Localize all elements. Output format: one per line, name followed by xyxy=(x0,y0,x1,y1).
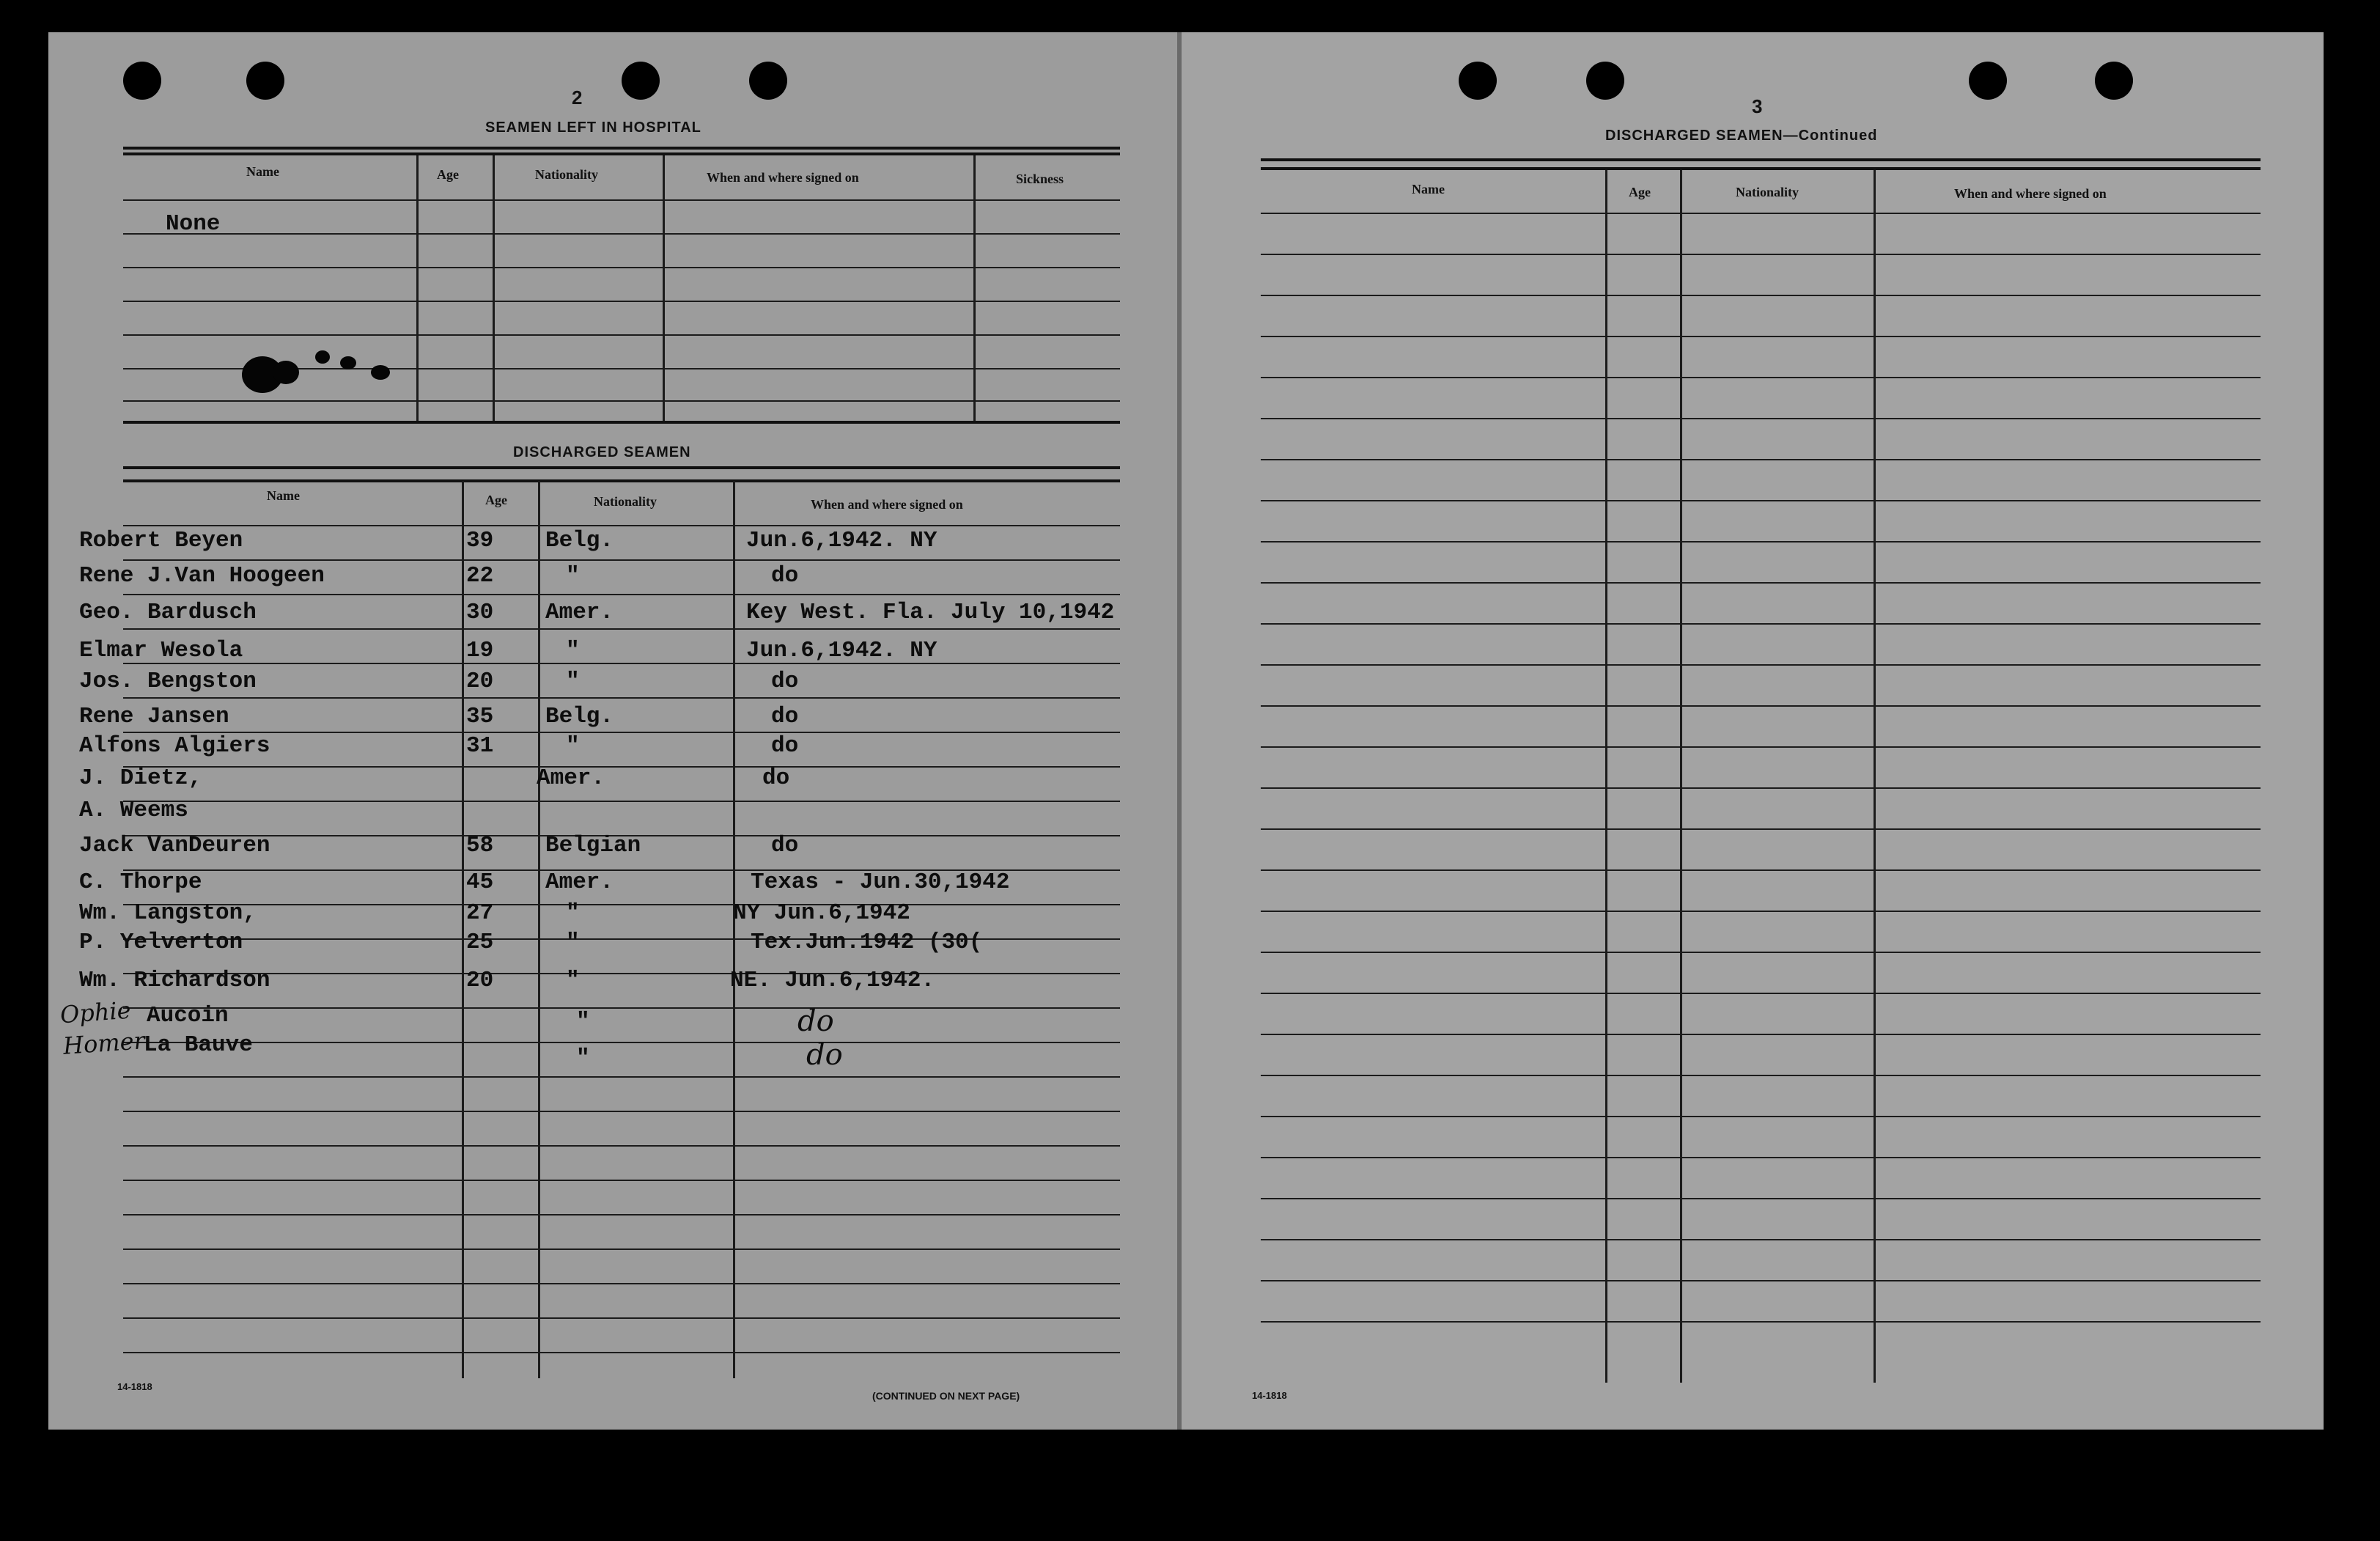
table-rule xyxy=(1261,336,2261,337)
table-rule xyxy=(1261,418,2261,419)
seaman-name: La Bauve xyxy=(144,1032,253,1058)
seaman-name: Elmar Wesola xyxy=(79,638,243,663)
table-rule xyxy=(123,479,1120,482)
seaman-age: 20 xyxy=(466,669,494,694)
column-header: When and where signed on xyxy=(811,497,963,512)
handwritten-first-name: Ophie xyxy=(59,996,132,1029)
seaman-signed-on: NE. Jun.6,1942. xyxy=(730,968,935,993)
table-rule xyxy=(1261,664,2261,666)
column-header: Age xyxy=(1629,185,1651,199)
seaman-age: 30 xyxy=(466,600,494,625)
page-number: 2 xyxy=(572,87,583,109)
table-rule xyxy=(1261,213,2261,214)
table-rule xyxy=(123,1007,1120,1009)
seaman-age: 31 xyxy=(466,733,494,759)
seaman-name: J. Dietz, xyxy=(79,765,202,791)
table-rule xyxy=(1261,787,2261,789)
column-rule xyxy=(416,155,419,421)
seaman-nationality: " xyxy=(566,733,580,759)
table-rule xyxy=(123,147,1120,150)
column-header: Name xyxy=(267,488,300,503)
table-rule xyxy=(123,466,1120,469)
table-rule xyxy=(1261,952,2261,953)
form-code: 14-1818 xyxy=(117,1381,152,1392)
table-rule xyxy=(1261,993,2261,994)
seaman-age: 22 xyxy=(466,563,494,589)
seaman-signed-on: do xyxy=(771,733,799,759)
punch-hole xyxy=(246,62,284,100)
punch-hole xyxy=(1459,62,1497,100)
hospital-section-title: SEAMEN LEFT IN HOSPITAL xyxy=(485,119,701,136)
table-rule xyxy=(123,1145,1120,1147)
seaman-nationality: " xyxy=(566,930,580,955)
seaman-name: A. Weems xyxy=(79,798,188,823)
seaman-nationality: " xyxy=(566,900,580,926)
seaman-nationality: Belg. xyxy=(545,528,614,553)
table-rule xyxy=(123,199,1120,201)
table-rule xyxy=(1261,911,2261,912)
table-rule xyxy=(123,421,1120,424)
column-rule xyxy=(538,481,540,1378)
seaman-signed-on: do xyxy=(806,1038,843,1072)
table-rule xyxy=(123,697,1120,699)
table-rule xyxy=(123,594,1120,595)
ink-blot xyxy=(371,365,390,380)
seaman-name: Rene J.Van Hoogeen xyxy=(79,563,325,589)
seaman-signed-on: do xyxy=(797,1004,834,1038)
table-rule xyxy=(1261,254,2261,255)
table-rule xyxy=(123,400,1120,402)
table-rule xyxy=(1261,1198,2261,1199)
right-section-title: DISCHARGED SEAMEN—Continued xyxy=(1605,128,1878,144)
punch-hole xyxy=(622,62,660,100)
left-page xyxy=(48,32,1181,1430)
table-rule xyxy=(123,1042,1120,1043)
seaman-signed-on: Jun.6,1942. NY xyxy=(746,638,937,663)
seaman-name: Aucoin xyxy=(147,1003,229,1029)
seaman-name: Wm. Langston, xyxy=(79,900,257,926)
table-rule xyxy=(1261,295,2261,296)
table-rule xyxy=(123,732,1120,733)
table-rule xyxy=(123,801,1120,802)
table-rule xyxy=(1261,158,2261,161)
table-rule xyxy=(1261,1239,2261,1240)
seaman-age: 35 xyxy=(466,704,494,729)
seaman-name: P. Yelverton xyxy=(79,930,243,955)
table-rule xyxy=(123,152,1120,155)
punch-hole xyxy=(749,62,787,100)
ink-blot xyxy=(315,350,330,364)
table-rule xyxy=(1261,500,2261,501)
table-rule xyxy=(123,904,1120,905)
seaman-name: Robert Beyen xyxy=(79,528,243,553)
seaman-name: Rene Jansen xyxy=(79,704,229,729)
column-rule xyxy=(663,155,665,421)
seaman-nationality: " xyxy=(566,968,580,993)
seaman-signed-on: Texas - Jun.30,1942 xyxy=(751,869,1010,895)
seaman-nationality: " xyxy=(566,638,580,663)
seaman-name: Jack VanDeuren xyxy=(79,833,270,858)
table-rule xyxy=(1261,459,2261,460)
punch-hole xyxy=(1969,62,2007,100)
column-header: Nationality xyxy=(535,167,599,182)
table-rule xyxy=(123,1352,1120,1353)
table-rule xyxy=(1261,1034,2261,1035)
table-rule xyxy=(123,1283,1120,1284)
discharged-section-title: DISCHARGED SEAMEN xyxy=(513,444,691,460)
seaman-name: Wm. Richardson xyxy=(79,968,270,993)
table-rule xyxy=(123,301,1120,302)
hospital-entry: None xyxy=(166,211,221,237)
table-rule xyxy=(123,267,1120,268)
table-rule xyxy=(1261,167,2261,170)
table-rule xyxy=(1261,1157,2261,1158)
column-header: Sickness xyxy=(1016,172,1064,186)
table-rule xyxy=(1261,1116,2261,1117)
table-rule xyxy=(123,628,1120,630)
column-header: Age xyxy=(485,493,507,507)
seaman-signed-on: do xyxy=(771,833,799,858)
table-rule xyxy=(123,663,1120,664)
seaman-age: 27 xyxy=(466,900,494,926)
seaman-name: C. Thorpe xyxy=(79,869,202,895)
column-rule xyxy=(493,155,495,421)
table-rule xyxy=(123,559,1120,561)
column-header: When and where signed on xyxy=(1954,186,2107,201)
punch-hole xyxy=(123,62,161,100)
seaman-nationality: " xyxy=(576,1045,590,1071)
column-header: Name xyxy=(1412,182,1445,196)
seaman-signed-on: do xyxy=(762,765,790,791)
seaman-signed-on: Jun.6,1942. NY xyxy=(746,528,937,553)
seaman-nationality: Amer. xyxy=(545,869,614,895)
handwritten-first-name: Homer xyxy=(62,1026,146,1060)
column-header: Nationality xyxy=(1736,185,1799,199)
seaman-name: Jos. Bengston xyxy=(79,669,257,694)
seaman-name: Geo. Bardusch xyxy=(79,600,257,625)
seaman-age: 19 xyxy=(466,638,494,663)
table-rule xyxy=(1261,1075,2261,1076)
seaman-nationality: " xyxy=(566,669,580,694)
seaman-nationality: " xyxy=(576,1009,590,1034)
table-rule xyxy=(1261,746,2261,748)
table-rule xyxy=(1261,541,2261,543)
page-number: 3 xyxy=(1752,95,1763,117)
table-rule xyxy=(1261,705,2261,707)
table-rule xyxy=(1261,582,2261,584)
table-rule xyxy=(123,1180,1120,1181)
table-rule xyxy=(1261,1280,2261,1281)
column-rule xyxy=(733,481,735,1378)
page-fold xyxy=(1177,32,1182,1430)
table-rule xyxy=(1261,1321,2261,1323)
column-header: When and where signed on xyxy=(707,170,859,185)
seaman-age: 20 xyxy=(466,968,494,993)
column-header: Nationality xyxy=(594,494,657,509)
table-rule xyxy=(1261,623,2261,625)
seaman-signed-on: NY Jun.6,1942 xyxy=(733,900,910,926)
form-code: 14-1818 xyxy=(1252,1390,1287,1401)
seaman-age: 45 xyxy=(466,869,494,895)
seaman-signed-on: do xyxy=(771,669,799,694)
column-header: Name xyxy=(246,164,279,179)
seaman-signed-on: do xyxy=(771,563,799,589)
table-rule xyxy=(123,1076,1120,1078)
ink-blot xyxy=(273,361,299,384)
seaman-signed-on: Tex.Jun.1942 (30( xyxy=(751,930,983,955)
table-rule xyxy=(123,973,1120,974)
seaman-nationality: " xyxy=(566,563,580,589)
seaman-age: 58 xyxy=(466,833,494,858)
column-header: Age xyxy=(437,167,459,182)
continued-note: (CONTINUED ON NEXT PAGE) xyxy=(872,1390,1020,1402)
table-rule xyxy=(1261,377,2261,378)
ink-blot xyxy=(340,356,356,369)
column-rule xyxy=(1605,170,1607,1383)
seaman-signed-on: Key West. Fla. July 10,1942 xyxy=(746,600,1115,625)
column-rule xyxy=(1874,170,1876,1383)
table-rule xyxy=(1261,869,2261,871)
table-rule xyxy=(123,766,1120,768)
seaman-nationality: Belgian xyxy=(545,833,641,858)
seaman-nationality: Belg. xyxy=(545,704,614,729)
right-page xyxy=(1180,32,2324,1430)
table-rule xyxy=(123,525,1120,526)
column-rule xyxy=(1680,170,1682,1383)
column-rule xyxy=(973,155,976,421)
column-rule xyxy=(462,481,464,1378)
punch-hole xyxy=(1586,62,1624,100)
table-rule xyxy=(123,1248,1120,1250)
table-rule xyxy=(123,334,1120,336)
seaman-signed-on: do xyxy=(771,704,799,729)
punch-hole xyxy=(2095,62,2133,100)
seaman-age: 39 xyxy=(466,528,494,553)
table-rule xyxy=(123,1317,1120,1319)
table-rule xyxy=(123,1214,1120,1215)
table-rule xyxy=(123,1111,1120,1112)
table-rule xyxy=(123,233,1120,235)
seaman-nationality: Amer. xyxy=(537,765,605,791)
seaman-nationality: Amer. xyxy=(545,600,614,625)
seaman-age: 25 xyxy=(466,930,494,955)
seaman-name: Alfons Algiers xyxy=(79,733,270,759)
table-rule xyxy=(1261,828,2261,830)
